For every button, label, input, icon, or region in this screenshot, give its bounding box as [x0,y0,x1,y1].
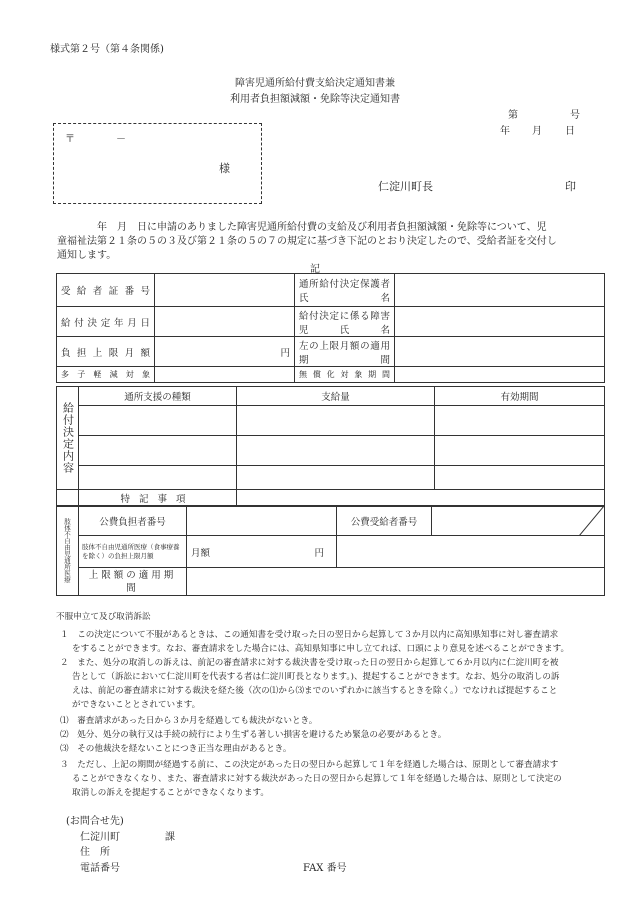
note-line-3: ２ また、処分の取消しの訴えは、前記の審査請求に対する裁決書を受け取った日の翌日から起算して６か月以内に仁淀川町を被 [60,658,559,668]
postal-dash: － [116,134,126,145]
ki-heading: 記 [310,264,320,275]
medical-limit-label: 肢体不自由児通所医療（食事療養を除く）の負担上限月額 [79,536,187,568]
contact-address: 住 所 [80,847,110,858]
limit-period-value [395,337,605,367]
limit-apply-period-value [187,568,605,596]
child-name-value [395,307,605,337]
multi-child-value [155,367,295,383]
support-type-header: 通所支援の種類 [79,387,237,406]
contact-heading: (お問合せ先) [66,816,124,827]
note-line-9: ⑶ その他裁決を経ないことにつき正当な理由があるとき。 [60,744,292,754]
body-line-3: 通知します。 [57,250,117,261]
decision-date-label: 給付決定年月日 [57,307,155,337]
recipient-no-label: 受給者証番号 [57,274,155,307]
limit-apply-period-label: 上限額の適用期間 [79,568,187,596]
doc-number-go: 号 [570,110,580,121]
date-month: 月 [532,126,542,137]
honorific-sama: 様 [219,162,230,175]
contact-section: 課 [165,832,175,843]
multi-child-label: 多子軽減対象 [57,367,155,383]
note-line-7: ⑴ 審査請求があった日から３か月を経過しても裁決がないとき。 [60,716,318,726]
special-notes-value [237,490,605,507]
note-line-1: １ この決定について不服があるときは、この通知書を受け取った日の翌日から起算して３か月以内に高知県知事に対し審査請求 [60,630,559,640]
title-line-1: 障害児通所給付費支給決定通知書兼 [235,78,395,89]
issuer-name: 仁淀川町長 [378,180,433,193]
guardian-name-value [395,274,605,307]
note-line-6: ができないこととされています。 [72,700,201,710]
free-period-label: 無償化対象期間 [295,367,395,383]
note-line-2: をすることができます。なお、審査請求をした場合には、高知県知事に申し立てれば、口頭により意見を述べることができます。 [72,644,570,654]
note-line-12: 取消しの訴えを提起することができなくなります。 [72,788,269,798]
postal-mark: 〒 [65,134,75,145]
special-notes-label: 特記事項 [79,490,237,507]
limit-period-label: 左の上限月額の適用期間 [295,337,395,367]
address-box [53,123,262,204]
diagonal-slash [579,506,604,536]
guardian-name-label: 通所給付決定保護者氏名 [295,274,395,307]
contact-fax: FAX 番号 [303,863,347,874]
note-line-11: ることができなくなり、また、審査請求に対する裁決があった日の翌日から起算して１年を経過した場合は、原則として決定の [72,774,562,784]
burden-limit-value: 円 [155,337,295,367]
free-period-value [395,367,605,383]
contact-office: 仁淀川町 [80,832,120,843]
benefit-content-label: 給付決定内容 [57,387,79,490]
notes-heading: 不服申立て及び取消訴訟 [56,612,151,622]
public-payer-no-cells [187,506,337,536]
amount-header: 支給量 [237,387,435,406]
decision-date-value [155,307,295,337]
note-line-4: 告として（訴訟において仁淀川町を代表する者は仁淀川町長となります。)、提起することができます。なお、処分の取消しの訴 [72,672,560,682]
medical-table [56,505,605,596]
body-line-1: 年 月 日に申請のありました障害児通所給付費の支給及び利用者負担額減額・免除等について、児 [97,222,547,233]
public-recipient-no-cells [432,506,605,536]
date-day: 日 [565,126,575,137]
benefit-content-table [56,386,605,507]
decision-table [56,273,605,383]
public-payer-no-label: 公費負担者番号 [79,506,187,536]
child-name-label: 給付決定に係る障害児氏名 [295,307,395,337]
body-line-2: 童福祉法第２１条の５の３及び第２１条の５の７の規定に基づき下記のとおり決定したので、受給者証を交付し [57,236,557,247]
public-recipient-no-label: 公費受給者番号 [337,506,432,536]
title-line-2: 利用者負担額減額・免除等決定通知書 [230,94,400,105]
issuer-seal: 印 [565,180,576,193]
medical-side-label: 肢体不自由児通所医療 [57,506,79,596]
note-line-5: えは、前記の審査請求に対する裁決を経た後（次の⑴から⑶までのいずれかに該当するときを除く。）でなければ提起すること [72,686,558,696]
medical-limit-value: 月額 円 [187,536,337,568]
recipient-no-cells [155,274,295,307]
burden-limit-label: 負担上限月額 [57,337,155,367]
note-line-10: ３ ただし、上記の期間が経過する前に、この決定があった日の翌日から起算して１年を経過した場合は、原則として審査請求す [60,760,559,770]
contact-phone: 電話番号 [80,863,120,874]
note-line-8: ⑵ 処分、処分の執行又は手続の続行により生ずる著しい損害を避けるため緊急の必要があるとき。 [60,730,447,740]
doc-number-dai: 第 [508,110,518,121]
form-number: 様式第２号（第４条関係) [50,44,164,55]
valid-period-header: 有効期間 [435,387,605,406]
date-year: 年 [500,126,510,137]
